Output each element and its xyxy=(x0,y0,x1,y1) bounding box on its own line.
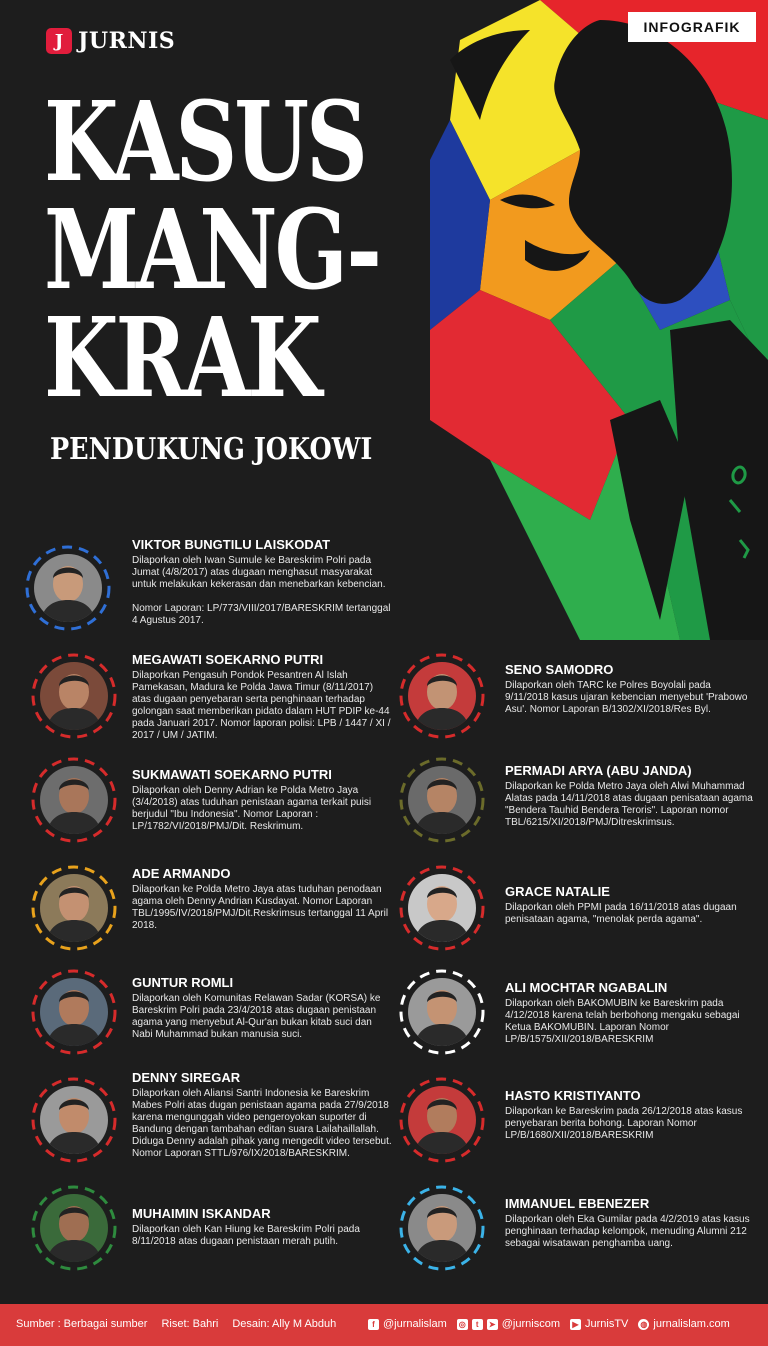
person-name: GUNTUR ROMLI xyxy=(132,975,234,990)
person-description: Dilaporkan oleh Kan Hiung ke Bareskrim Polri pada 8/11/2018 atas dugaan penistaan merah putih. xyxy=(132,1224,360,1247)
telegram-icon: ➤ xyxy=(487,1319,498,1330)
facebook-icon: f xyxy=(368,1319,379,1330)
person-photo xyxy=(408,1194,476,1262)
footer-fb-ig-handle: @jurnalislam xyxy=(383,1318,447,1330)
person-photo xyxy=(408,874,476,942)
person-description: Dilaporkan ke Polda Metro Jaya atas tuduhan penodaan agama oleh Denny Andrian Kusdayat. Nomor Laporan TBL/1995/IV/2018/PMJ/Dit.Reskrimsus tertanggal 11 April 2018. xyxy=(132,884,389,931)
footer-web-url: jurnalislam.com xyxy=(653,1318,730,1330)
title-line-2: MANG- xyxy=(44,184,379,314)
footer xyxy=(0,1304,768,1346)
footer-social-yt[interactable] xyxy=(570,1318,628,1330)
person-name: GRACE NATALIE xyxy=(505,884,610,899)
person-description: Dilaporkan oleh TARC ke Polres Boyolali pada 9/11/2018 kasus ujaran kebencian menyebut 'Prabowo Asu'. Nomor Laporan B/1302/XI/2018/Res Byl. xyxy=(505,680,748,715)
person-photo xyxy=(408,978,476,1046)
globe-icon: ◍ xyxy=(638,1319,649,1330)
person-name: ADE ARMANDO xyxy=(132,866,231,881)
person-description: Dilaporkan oleh PPMI pada 16/11/2018 atas dugaan penisataan agama, "menolak perda agama". xyxy=(505,902,737,925)
footer-design: Desain: Ally M Abduh xyxy=(232,1318,337,1330)
person-name: VIKTOR BUNGTILU LAISKODAT xyxy=(132,537,331,552)
person-description: Dilaporkan oleh Eka Gumilar pada 4/2/2019 atas kasus penghinaan terhadap kelompok, menuding Alumni 212 sebagai wisatawan penghamba uang. xyxy=(505,1214,750,1249)
person-name: SENO SAMODRO xyxy=(505,662,614,677)
person-photo xyxy=(40,1086,108,1154)
footer-social-tw-tg[interactable] xyxy=(457,1318,560,1330)
person-description: Dilaporkan oleh BAKOMUBIN ke Bareskrim pada 4/12/2018 karena telah berbohong mengaku sebagai Ketua BAKOMUBIN. Laporan Nomor LP/B/1575/XII/2018/BARESKRIM xyxy=(505,998,740,1045)
infografik-badge: INFOGRAFIK xyxy=(628,12,756,42)
portrait-artwork xyxy=(430,0,768,640)
person-photo xyxy=(40,1194,108,1262)
person-photo xyxy=(40,662,108,730)
person-name: MEGAWATI SOEKARNO PUTRI xyxy=(132,652,324,667)
footer-research: Riset: Bahri xyxy=(161,1318,219,1330)
brand-mark-icon: J xyxy=(46,28,72,54)
person-name: HASTO KRISTIYANTO xyxy=(505,1088,641,1103)
person-photo xyxy=(40,766,108,834)
person-photo xyxy=(408,662,476,730)
footer-website[interactable] xyxy=(638,1318,729,1330)
person-photo xyxy=(408,1086,476,1154)
person-name: DENNY SIREGAR xyxy=(132,1070,241,1085)
person-name: PERMADI ARYA (ABU JANDA) xyxy=(505,763,692,778)
page-title xyxy=(44,77,473,422)
person-description: Dilaporkan Pengasuh Pondok Pesantren Al Islah Pamekasan, Madura ke Polda Jawa Timur (8/11/2017) atas dugaan penyebaran serta penghinaan terhadap golongan saat memberikan pidato dalam HUT PDIP ke-44 pada Januari 2017. Nomor laporan polisi: LPB / 1447 / XI / 2017 / UM / JATIM. xyxy=(132,670,391,741)
person-name: SUKMAWATI SOEKARNO PUTRI xyxy=(132,767,332,782)
person-description: Dilaporkan oleh Iwan Sumule ke Bareskrim Polri pada Jumat (4/8/2017) atas dugaan menghasut masyarakat untuk melakukan kekerasan dan menebarkan kebencian. Nomor Laporan: LP/773/VIII/2017/BARESKRIM tertanggal 4 Agustus 2017. xyxy=(132,555,391,626)
twitter-icon: t xyxy=(472,1319,483,1330)
person-description: Dilaporkan ke Polda Metro Jaya oleh Alwi Muhammad Alatas pada 14/11/2018 atas dugaan penisataan agama "Bendera Tauhid Bendera Teroris". Laporan nomor TBL/6215/XI/2018/PMJ/Ditreskrimsus. xyxy=(505,781,753,828)
title-line-1: KASUS xyxy=(44,77,365,206)
footer-yt-handle: JurnisTV xyxy=(584,1318,629,1330)
footer-social-fb-ig[interactable] xyxy=(368,1318,447,1330)
person-photo xyxy=(40,874,108,942)
person-description: Dilaporkan oleh Komunitas Relawan Sadar (KORSA) ke Bareskrim Polri pada 23/4/2018 atas dugaan penistaan agama yang menyebut Al-Qur'an bukan kitab suci dan Nabi Muhammad bukan manusia suci. xyxy=(132,993,381,1040)
person-description: Dilaporkan oleh Aliansi Santri Indonesia ke Bareskrim Mabes Polri atas dugan penistaan agama pada 27/9/2018 karena mengunggah video pengeroyokan suporter di Bandung dengan tambahan editan suara Lailahaillallah. Diduga Denny adalah pihak yang mengedit video tersebut. Nomor Laporan STTL/976/IX/2018/BARESKRIM. xyxy=(132,1088,392,1159)
title-line-3: KRAK xyxy=(44,292,319,422)
person-description: Dilaporkan oleh Denny Adrian ke Polda Metro Jaya (3/4/2018) atas tuduhan penistaan agama terkait puisi berjudul "Ibu Indonesia". Nomor Laporan : LP/1782/VI/2018/PMJ/Dit. Reskrimum. xyxy=(132,785,372,832)
person-photo xyxy=(40,978,108,1046)
instagram-icon: ◎ xyxy=(457,1319,468,1330)
youtube-icon: ▶ xyxy=(570,1319,581,1330)
brand-name: JURNIS xyxy=(78,28,176,54)
footer-source: Sumber : Berbagai sumber xyxy=(16,1318,148,1330)
person-description: Dilaporkan ke Bareskrim pada 26/12/2018 atas kasus penyebaran berita bohong. Laporan Nomor LP/B/1680/XII/2018/BARESKRIM xyxy=(505,1106,743,1141)
person-name: MUHAIMIN ISKANDAR xyxy=(132,1206,271,1221)
person-name: ALI MOCHTAR NGABALIN xyxy=(505,980,668,995)
person-name: IMMANUEL EBENEZER xyxy=(505,1196,650,1211)
brand-logo[interactable] xyxy=(46,28,175,54)
person-photo xyxy=(34,554,102,622)
page-subtitle: PENDUKUNG JOKOWI xyxy=(50,432,373,467)
person-photo xyxy=(408,766,476,834)
footer-tw-tg-handle: @jurniscom xyxy=(501,1318,560,1330)
